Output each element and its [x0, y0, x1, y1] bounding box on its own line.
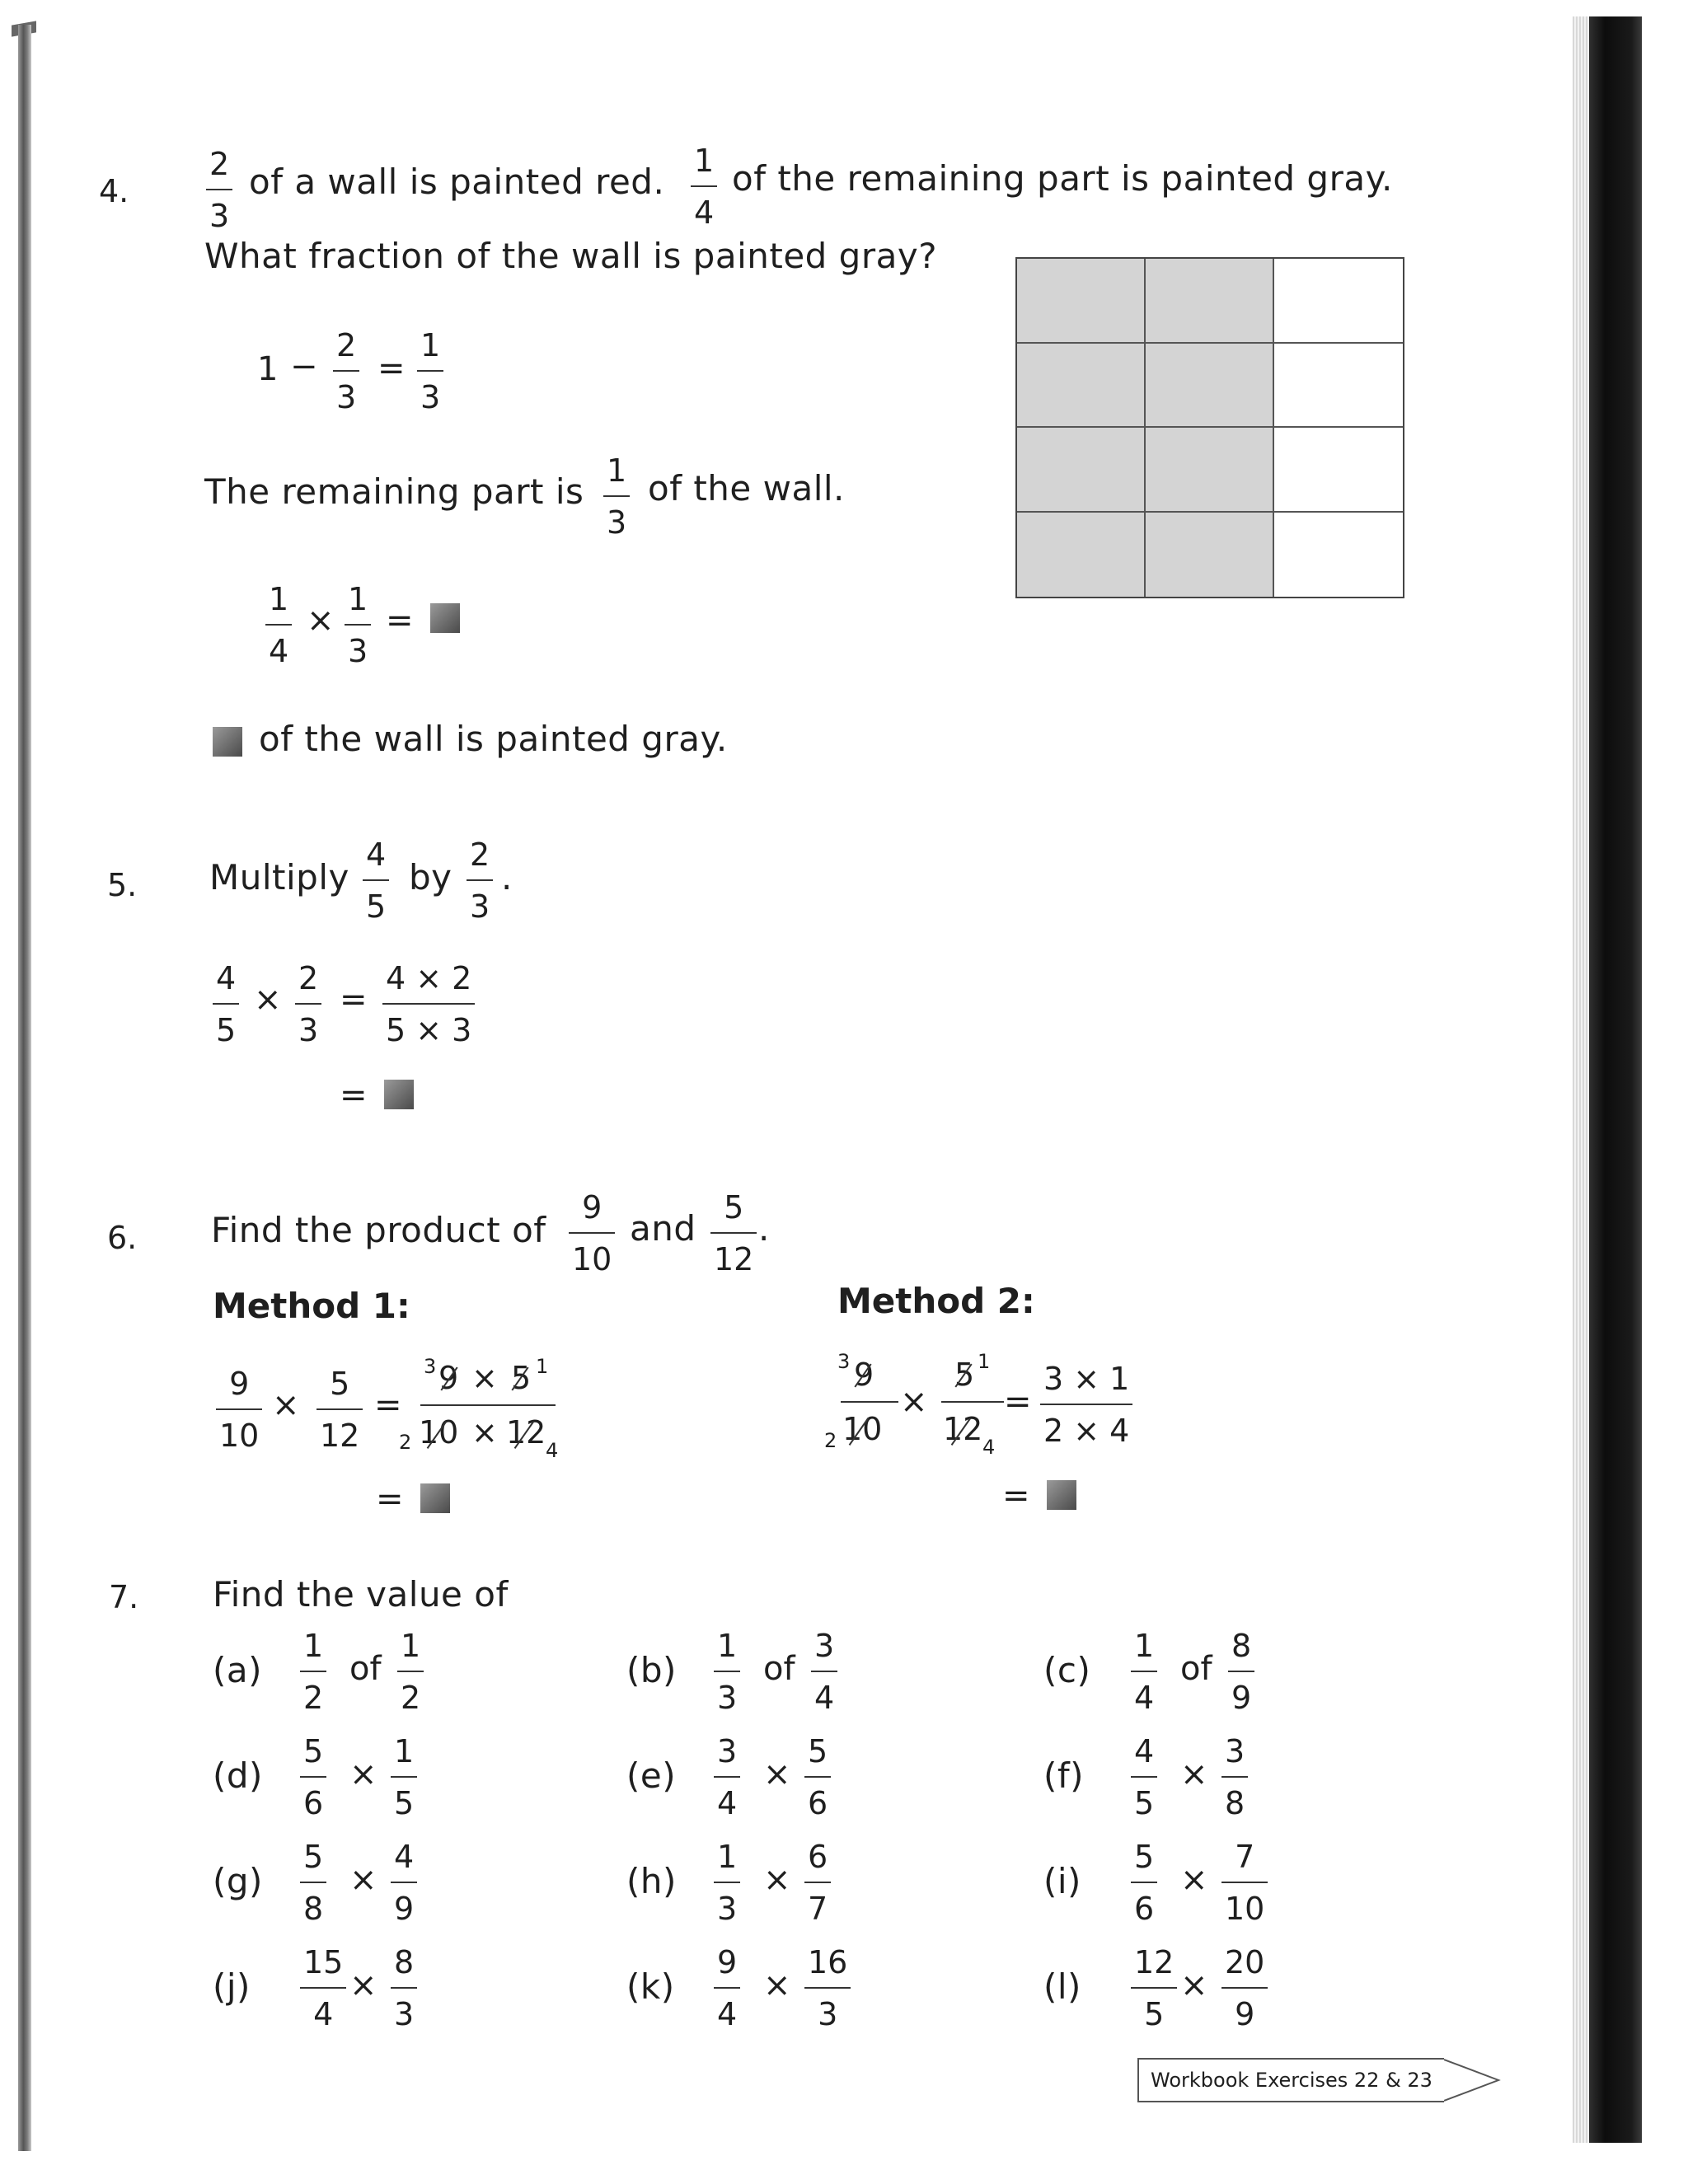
m1-den-times: ×	[471, 1414, 498, 1451]
times-sign: ×	[307, 602, 335, 640]
exercise-fraction-a: 5 6	[1131, 1841, 1157, 1924]
grid-cell	[1274, 344, 1403, 429]
m1-num-right: 5	[511, 1360, 532, 1396]
m2-sup-a: 3	[837, 1350, 851, 1373]
grid-cell	[1017, 513, 1146, 598]
exercise-label: (e)	[626, 1755, 677, 1796]
page-edge-left	[18, 25, 31, 2151]
m2-b-num: 5	[954, 1357, 975, 1393]
minus-sign: −	[290, 348, 318, 386]
exercise-label: (l)	[1043, 1966, 1081, 2007]
m2-sub-b: 4	[982, 1436, 996, 1459]
m1-sup-num-right: 1	[536, 1355, 549, 1378]
q4-step1-fraction-a: 2 3	[333, 330, 359, 413]
exercise-label: (i)	[1043, 1861, 1081, 1901]
grid-cell	[1146, 344, 1274, 429]
exercise-operator: ×	[349, 1966, 377, 2004]
exercise-operator: ×	[763, 1966, 791, 2004]
exercise-fraction-b: 4 9	[391, 1841, 417, 1924]
q6-fraction-2: 5 12	[710, 1192, 757, 1275]
exercise-fraction-a: 1 2	[300, 1630, 326, 1713]
m1-fraction-a: 9 10	[216, 1368, 262, 1451]
exercise-fraction-a: 3 4	[714, 1736, 740, 1819]
exercise-fraction-a: 1 3	[714, 1841, 740, 1924]
page-edge-right	[1573, 16, 1589, 2143]
q5-fraction-2: 2 3	[467, 839, 493, 922]
times-sign: ×	[254, 981, 282, 1019]
exercise-fraction-b: 16 3	[804, 1947, 851, 2030]
q6-text-and: and	[630, 1208, 696, 1249]
m1-cancel-fraction-bar	[420, 1404, 556, 1406]
answer-box-icon	[430, 603, 460, 633]
m1-fraction-b: 5 12	[316, 1368, 363, 1451]
exercise-fraction-b: 3 4	[811, 1630, 837, 1713]
m1-den-right: 12	[506, 1414, 546, 1451]
equals-sign: =	[340, 1076, 368, 1114]
grid-cell	[1274, 259, 1403, 344]
exercise-fraction-b: 8 3	[391, 1947, 417, 2030]
m2-sup-b: 1	[978, 1350, 991, 1373]
grid-cell	[1146, 513, 1274, 598]
equals-sign: =	[1004, 1383, 1032, 1421]
exercise-fraction-a: 12 5	[1131, 1947, 1177, 2030]
grid-cell	[1146, 428, 1274, 513]
q6-fraction-1: 9 10	[569, 1192, 615, 1275]
q4-step1-one: 1	[257, 350, 279, 388]
workbook-badge	[1137, 2059, 1502, 2102]
m2-fraction-a-bar	[841, 1401, 898, 1403]
answer-box-icon	[420, 1483, 450, 1513]
exercise-operator: of	[1180, 1650, 1212, 1688]
q4-question: What fraction of the wall is painted gray?	[204, 236, 937, 276]
exercise-operator: of	[349, 1650, 382, 1688]
q5-period: .	[501, 857, 513, 898]
q4-remaining-text-b: of the wall.	[648, 468, 845, 509]
m1-num-times: ×	[471, 1360, 498, 1396]
answer-box-icon	[1047, 1480, 1076, 1510]
m2-sub-a: 2	[824, 1429, 837, 1452]
book-spine	[1589, 16, 1642, 2143]
exercise-fraction-b: 1 5	[391, 1736, 417, 1819]
m1-num-left: 9	[438, 1360, 459, 1396]
q4-step2-fraction-b: 1 3	[345, 583, 371, 667]
q6-text-find: Find the product of	[211, 1210, 546, 1250]
exercise-operator: ×	[763, 1861, 791, 1899]
exercise-label: (g)	[213, 1861, 263, 1901]
exercise-label: (j)	[213, 1966, 251, 2007]
q5-text-by: by	[409, 857, 452, 898]
exercise-fraction-b: 6 7	[804, 1841, 831, 1924]
m1-sub-den-left: 2	[399, 1431, 412, 1454]
m2-result-fraction: 3 × 1 2 × 4	[1040, 1363, 1132, 1446]
grid-cell	[1146, 259, 1274, 344]
exercise-fraction-a: 4 5	[1131, 1736, 1157, 1819]
q4-remaining-text-a: The remaining part is	[204, 471, 584, 512]
exercise-label: (b)	[626, 1650, 677, 1690]
equals-sign: =	[377, 349, 406, 387]
q6-period: .	[758, 1208, 770, 1249]
answer-box-icon	[384, 1080, 414, 1109]
m2-fraction-b-bar	[941, 1401, 1004, 1403]
grid-cell	[1274, 428, 1403, 513]
exercise-fraction-b: 5 6	[804, 1736, 831, 1819]
m2-a-num: 9	[854, 1357, 874, 1393]
fraction-gray: 1 4	[691, 145, 717, 228]
method-1-title: Method 1:	[213, 1286, 410, 1326]
exercise-fraction-a: 5 8	[300, 1841, 326, 1924]
m1-sup-num-left: 3	[424, 1355, 437, 1378]
exercise-fraction-b: 8 9	[1228, 1630, 1254, 1713]
q5-work-fraction-1: 4 5	[213, 963, 239, 1046]
m1-den-left: 10	[419, 1414, 459, 1451]
grid-cell	[1017, 428, 1146, 513]
q7-text: Find the value of	[213, 1574, 509, 1615]
exercise-label: (c)	[1043, 1650, 1091, 1690]
question-number-6: 6.	[107, 1220, 138, 1256]
exercise-fraction-b: 3 8	[1221, 1736, 1248, 1819]
q5-work-fraction-3: 4 × 2 5 × 3	[382, 963, 475, 1046]
times-sign: ×	[272, 1386, 300, 1424]
exercise-operator: ×	[1180, 1755, 1208, 1793]
equals-sign: =	[1002, 1477, 1030, 1515]
m2-a-den: 10	[842, 1411, 883, 1447]
exercise-fraction-a: 1 3	[714, 1630, 740, 1713]
wall-fraction-grid	[1015, 257, 1404, 598]
q4-step2-fraction-a: 1 4	[265, 583, 292, 667]
grid-cell	[1017, 259, 1146, 344]
q4-line1-text-a: of a wall is painted red.	[249, 162, 665, 202]
q4-remaining-fraction: 1 3	[603, 455, 630, 538]
exercise-label: (k)	[626, 1966, 675, 2007]
exercise-fraction-b: 20 9	[1221, 1947, 1268, 2030]
times-sign: ×	[900, 1383, 928, 1421]
arrow-right-icon	[1444, 2058, 1502, 2102]
exercise-operator: ×	[1180, 1966, 1208, 2004]
grid-cell	[1274, 513, 1403, 598]
workbook-label: Workbook Exercises 22 & 23	[1137, 2058, 1444, 2102]
q5-text-multiply: Multiply	[209, 857, 349, 898]
q4-answer-text: of the wall is painted gray.	[259, 719, 728, 759]
exercise-label: (f)	[1043, 1755, 1085, 1796]
q4-step1-fraction-b: 1 3	[417, 330, 443, 413]
exercise-fraction-b: 7 10	[1221, 1841, 1268, 1924]
exercise-operator: ×	[349, 1755, 377, 1793]
exercise-label: (h)	[626, 1861, 677, 1901]
exercise-fraction-a: 1 4	[1131, 1630, 1157, 1713]
exercise-fraction-b: 1 2	[397, 1630, 424, 1713]
exercise-operator: ×	[349, 1861, 377, 1899]
exercise-operator: ×	[763, 1755, 791, 1793]
question-number-5: 5.	[107, 867, 138, 903]
method-2-title: Method 2:	[837, 1281, 1035, 1321]
exercise-label: (d)	[213, 1755, 263, 1796]
question-number-4: 4.	[99, 173, 129, 209]
equals-sign: =	[386, 602, 414, 640]
grid-cell	[1017, 344, 1146, 429]
m1-sub-den-right: 4	[546, 1439, 559, 1462]
exercise-operator: ×	[1180, 1861, 1208, 1899]
question-number-7: 7.	[109, 1579, 139, 1615]
q4-line1-text-b: of the remaining part is painted gray.	[732, 158, 1393, 199]
exercise-fraction-a: 15 4	[300, 1947, 346, 2030]
q5-fraction-1: 4 5	[363, 839, 389, 922]
exercise-fraction-a: 9 4	[714, 1947, 740, 2030]
equals-sign: =	[340, 981, 368, 1019]
fraction-red: 2 3	[206, 148, 232, 232]
answer-box-icon	[213, 727, 242, 757]
equals-sign: =	[376, 1480, 404, 1518]
q5-work-fraction-2: 2 3	[295, 963, 321, 1046]
exercise-fraction-a: 5 6	[300, 1736, 326, 1819]
equals-sign: =	[374, 1386, 402, 1424]
m2-b-den: 12	[943, 1411, 983, 1447]
exercise-operator: of	[763, 1650, 795, 1688]
exercise-label: (a)	[213, 1650, 263, 1690]
